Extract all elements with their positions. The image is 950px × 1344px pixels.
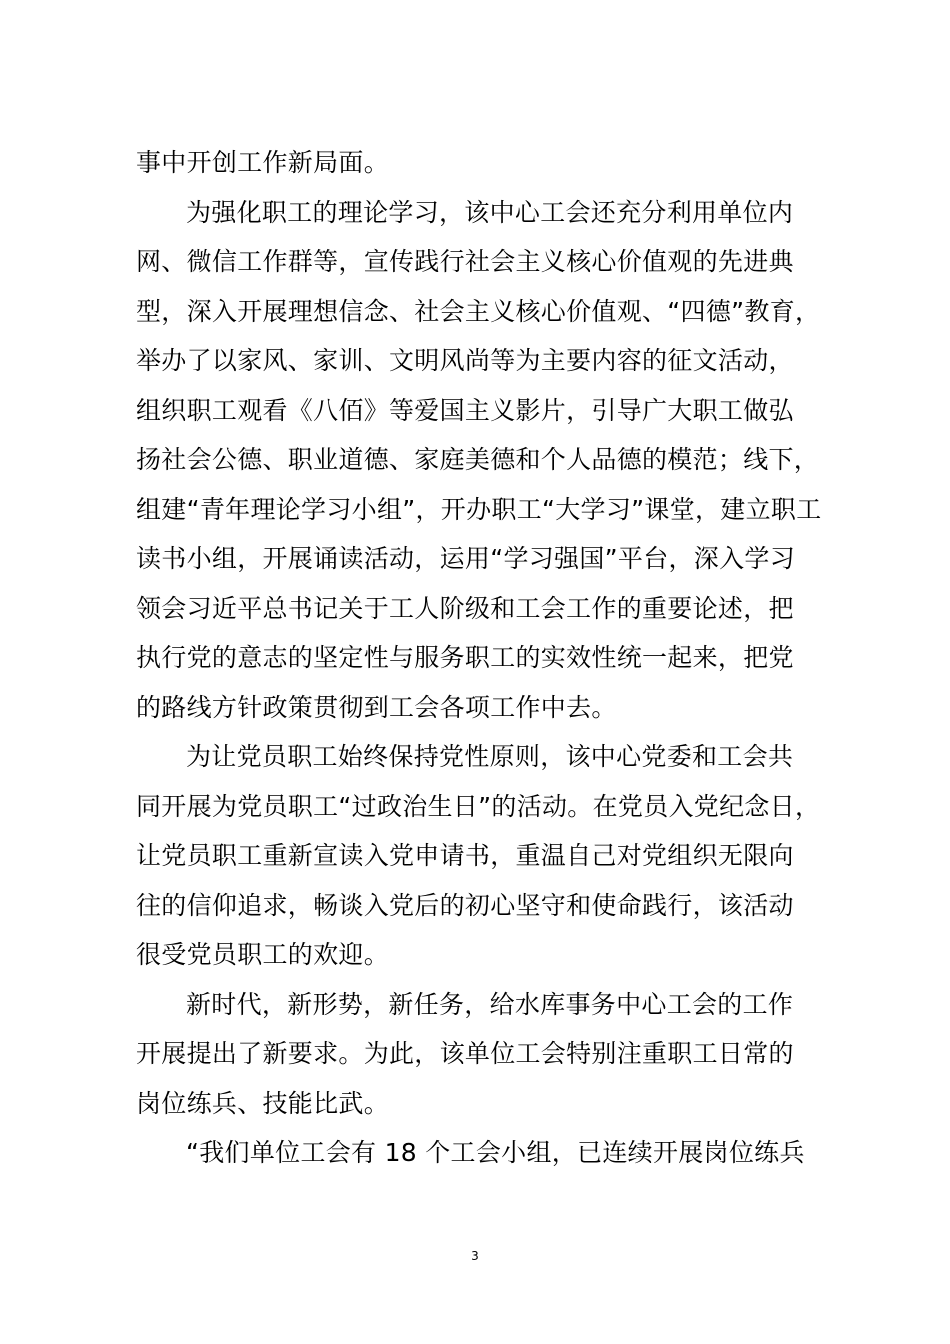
body-text (136, 138, 836, 1178)
text-line: 往的信仰追求，畅谈入党后的初心坚守和使命践行，该活动 (136, 890, 794, 920)
text-line: 开展提出了新要求。为此，该单位工会特别注重职工日常的 (136, 1039, 794, 1068)
text-line: 读书小组，开展诵读活动，运用“学习强国”平台，深入学习 (136, 544, 796, 573)
text-line: 很受党员职工的欢迎。 (136, 940, 390, 969)
text-line: 岗位练兵、技能比武。 (136, 1088, 390, 1118)
text-line: 同开展为党员职工“过政治生日”的活动。在党员入党纪念日， (136, 791, 821, 821)
text-line: 的路线方针政策贯彻到工会各项工作中去。 (136, 692, 617, 722)
text-line: 型，深入开展理想信念、社会主义核心价值观、“四德”教育， (136, 296, 821, 326)
text-line: 网、微信工作群等，宣传践行社会主义核心价值观的先进典 (136, 247, 794, 276)
text-line: 为让党员职工始终保持党性原则，该中心党委和工会共 (186, 742, 794, 771)
text-line: 为强化职工的理论学习，该中心工会还充分利用单位内 (186, 197, 794, 227)
text-line: 举办了以家风、家训、文明风尚等为主要内容的征文活动， (136, 346, 794, 375)
text-line: 新时代，新形势，新任务，给水库事务中心工会的工作 (186, 989, 794, 1019)
page-number: 3 (471, 1249, 479, 1263)
text-line: “我们单位工会有 18 个工会小组，已连续开展岗位练兵 (186, 1138, 805, 1167)
text-line: 扬社会公德、职业道德、家庭美德和个人品德的模范；线下， (136, 445, 820, 474)
text-line: 组织职工观看《八佰》等爱国主义影片，引导广大职工做弘 (136, 395, 794, 425)
text-line: 事中开创工作新局面。 (136, 148, 390, 177)
text-line: 执行党的意志的坚定性与服务职工的实效性统一起来，把党 (136, 643, 794, 672)
text-line: 让党员职工重新宣读入党申请书，重温自己对党组织无限向 (136, 841, 794, 870)
text-line: 领会习近平总书记关于工人阶级和工会工作的重要论述，把 (136, 593, 794, 623)
text-line: 组建“青年理论学习小组”，开办职工“大学习”课堂，建立职工 (136, 494, 822, 524)
